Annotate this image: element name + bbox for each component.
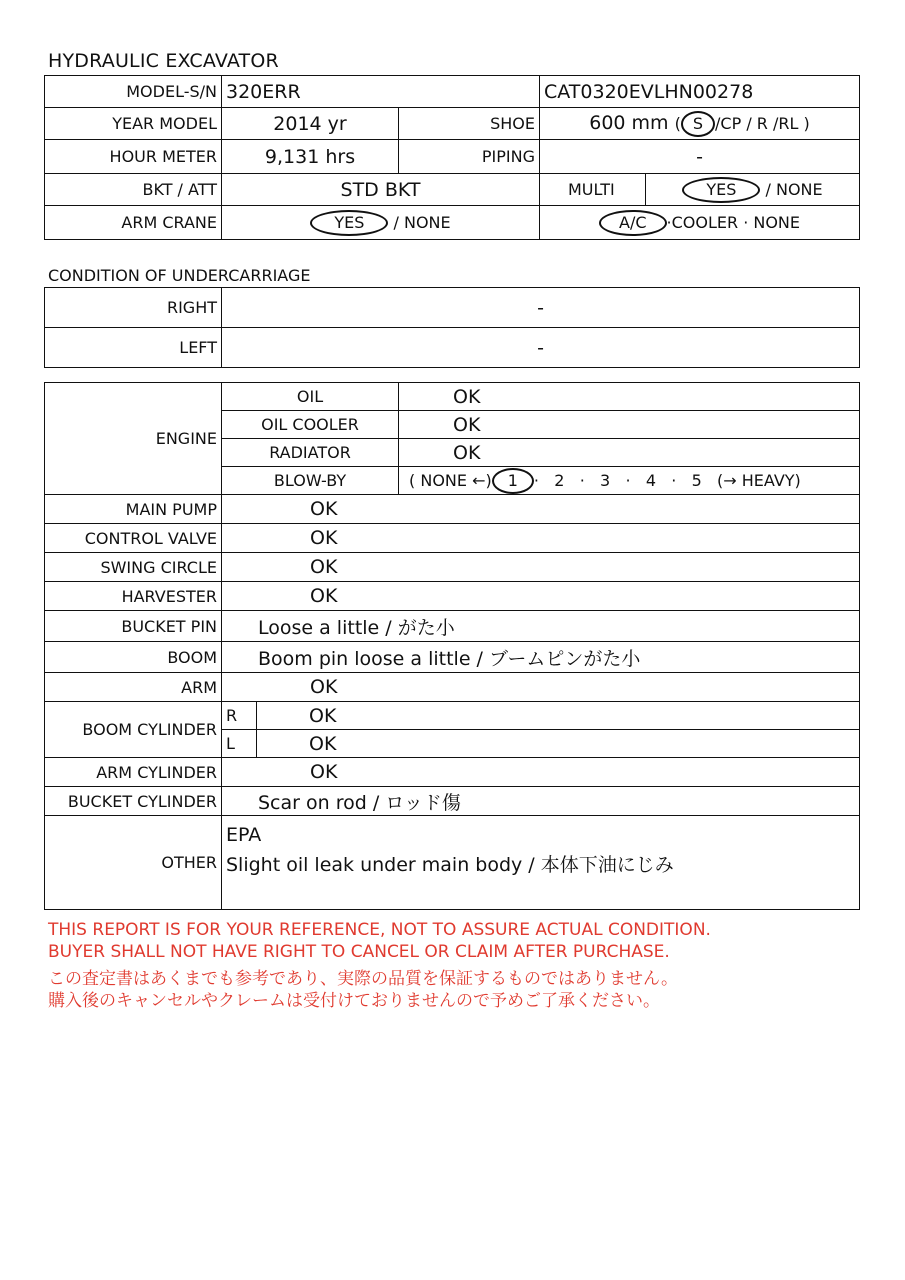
shoe-options: /CP / R /RL ) xyxy=(715,113,810,133)
hours-value: 9,131 hrs xyxy=(222,140,399,174)
arm-cylinder-label: ARM CYLINDER xyxy=(45,758,222,787)
blowby-prefix: ( NONE ←) xyxy=(409,470,492,490)
oil-label: OIL xyxy=(222,383,399,411)
undercarriage-table xyxy=(44,287,860,368)
radiator-label: RADIATOR xyxy=(222,439,399,467)
engine-label: ENGINE xyxy=(45,383,222,495)
control-valve-value: OK xyxy=(222,524,860,553)
ac-selected: A/C xyxy=(599,210,667,236)
arm-value: OK xyxy=(222,673,860,702)
arm-crane-options: / NONE xyxy=(393,212,451,232)
blowby-label: BLOW-BY xyxy=(222,467,399,495)
undercarriage-left-label: LEFT xyxy=(45,328,222,368)
swing-circle-label: SWING CIRCLE xyxy=(45,553,222,582)
other-line-2: Slight oil leak under main body / 本体下油にじみ xyxy=(226,854,674,876)
main-pump-label: MAIN PUMP xyxy=(45,495,222,524)
harvester-value: OK xyxy=(222,582,860,611)
boom-cylinder-l-label: L xyxy=(222,730,257,758)
main-pump-value: OK xyxy=(222,495,860,524)
undercarriage-right-value: - xyxy=(222,288,860,328)
undercarriage-right-label: RIGHT xyxy=(45,288,222,328)
other-line-1: EPA xyxy=(226,824,262,846)
boom-cylinder-r-label: R xyxy=(222,702,257,730)
header-table xyxy=(44,75,860,240)
year-value: 2014 yr xyxy=(222,108,399,140)
ac-options: ·COOLER · NONE xyxy=(666,212,800,232)
boom-value: Boom pin loose a little / ブームピンがた小 xyxy=(222,642,860,673)
hour-meter-label: HOUR METER xyxy=(45,140,222,174)
control-valve-label: CONTROL VALVE xyxy=(45,524,222,553)
year-model-label: YEAR MODEL xyxy=(45,108,222,140)
boom-cylinder-r-value: OK xyxy=(257,702,860,730)
bucket-cylinder-label: BUCKET CYLINDER xyxy=(45,787,222,816)
disclaimer-line-3: この査定書はあくまでも参考であり、実際の品質を保証するものではありません。 xyxy=(48,969,679,989)
arm-crane-selected: YES xyxy=(310,210,388,236)
disclaimer-line-2: BUYER SHALL NOT HAVE RIGHT TO CANCEL OR CLAIM AFTER PURCHASE. xyxy=(48,942,670,962)
undercarriage-left-value: - xyxy=(222,328,860,368)
ac-value xyxy=(540,206,860,240)
arm-cylinder-value: OK xyxy=(222,758,860,787)
piping-label: PIPING xyxy=(399,140,540,174)
oil-value: OK xyxy=(399,383,860,411)
bkt-att-value: STD BKT xyxy=(222,174,540,206)
undercarriage-title: CONDITION OF UNDERCARRIAGE xyxy=(48,266,311,285)
radiator-value: OK xyxy=(399,439,860,467)
arm-crane-value xyxy=(222,206,540,240)
boom-cylinder-l-value: OK xyxy=(257,730,860,758)
shoe-label: SHOE xyxy=(399,108,540,140)
bucket-pin-value: Loose a little / がた小 xyxy=(222,611,860,642)
swing-circle-value: OK xyxy=(222,553,860,582)
shoe-value xyxy=(540,108,860,140)
multi-value xyxy=(646,174,860,206)
bkt-att-label: BKT / ATT xyxy=(45,174,222,206)
arm-crane-label: ARM CRANE xyxy=(45,206,222,240)
shoe-size: 600 mm xyxy=(589,111,669,134)
blowby-selected: 1 xyxy=(492,468,534,494)
multi-options: / NONE xyxy=(765,179,823,199)
blowby-scale xyxy=(399,467,860,495)
oil-cooler-label: OIL COOLER xyxy=(222,411,399,439)
blowby-options: · 2 · 3 · 4 · 5 (→ HEAVY) xyxy=(533,470,801,490)
other-value xyxy=(222,816,860,910)
model-sn-label: MODEL-S/N xyxy=(45,76,222,108)
multi-label: MULTI xyxy=(540,174,646,206)
shoe-open: ( xyxy=(674,113,681,133)
boom-label: BOOM xyxy=(45,642,222,673)
document-title: HYDRAULIC EXCAVATOR xyxy=(48,50,279,72)
harvester-label: HARVESTER xyxy=(45,582,222,611)
boom-cylinder-label: BOOM CYLINDER xyxy=(45,702,222,758)
model-value: 320ERR xyxy=(222,76,540,108)
multi-selected: YES xyxy=(682,177,760,203)
inspection-table xyxy=(44,382,860,910)
disclaimer-line-4: 購入後のキャンセルやクレームは受付けておりませんので予めご了承ください。 xyxy=(48,991,660,1011)
oil-cooler-value: OK xyxy=(399,411,860,439)
shoe-selected: S xyxy=(681,111,715,137)
serial-value: CAT0320EVLHN00278 xyxy=(540,76,860,108)
bucket-pin-label: BUCKET PIN xyxy=(45,611,222,642)
arm-label: ARM xyxy=(45,673,222,702)
disclaimer-line-1: THIS REPORT IS FOR YOUR REFERENCE, NOT TO ASSURE ACTUAL CONDITION. xyxy=(48,920,711,940)
other-label: OTHER xyxy=(45,816,222,910)
piping-value: - xyxy=(540,140,860,174)
bucket-cylinder-value: Scar on rod / ロッド傷 xyxy=(222,787,860,816)
